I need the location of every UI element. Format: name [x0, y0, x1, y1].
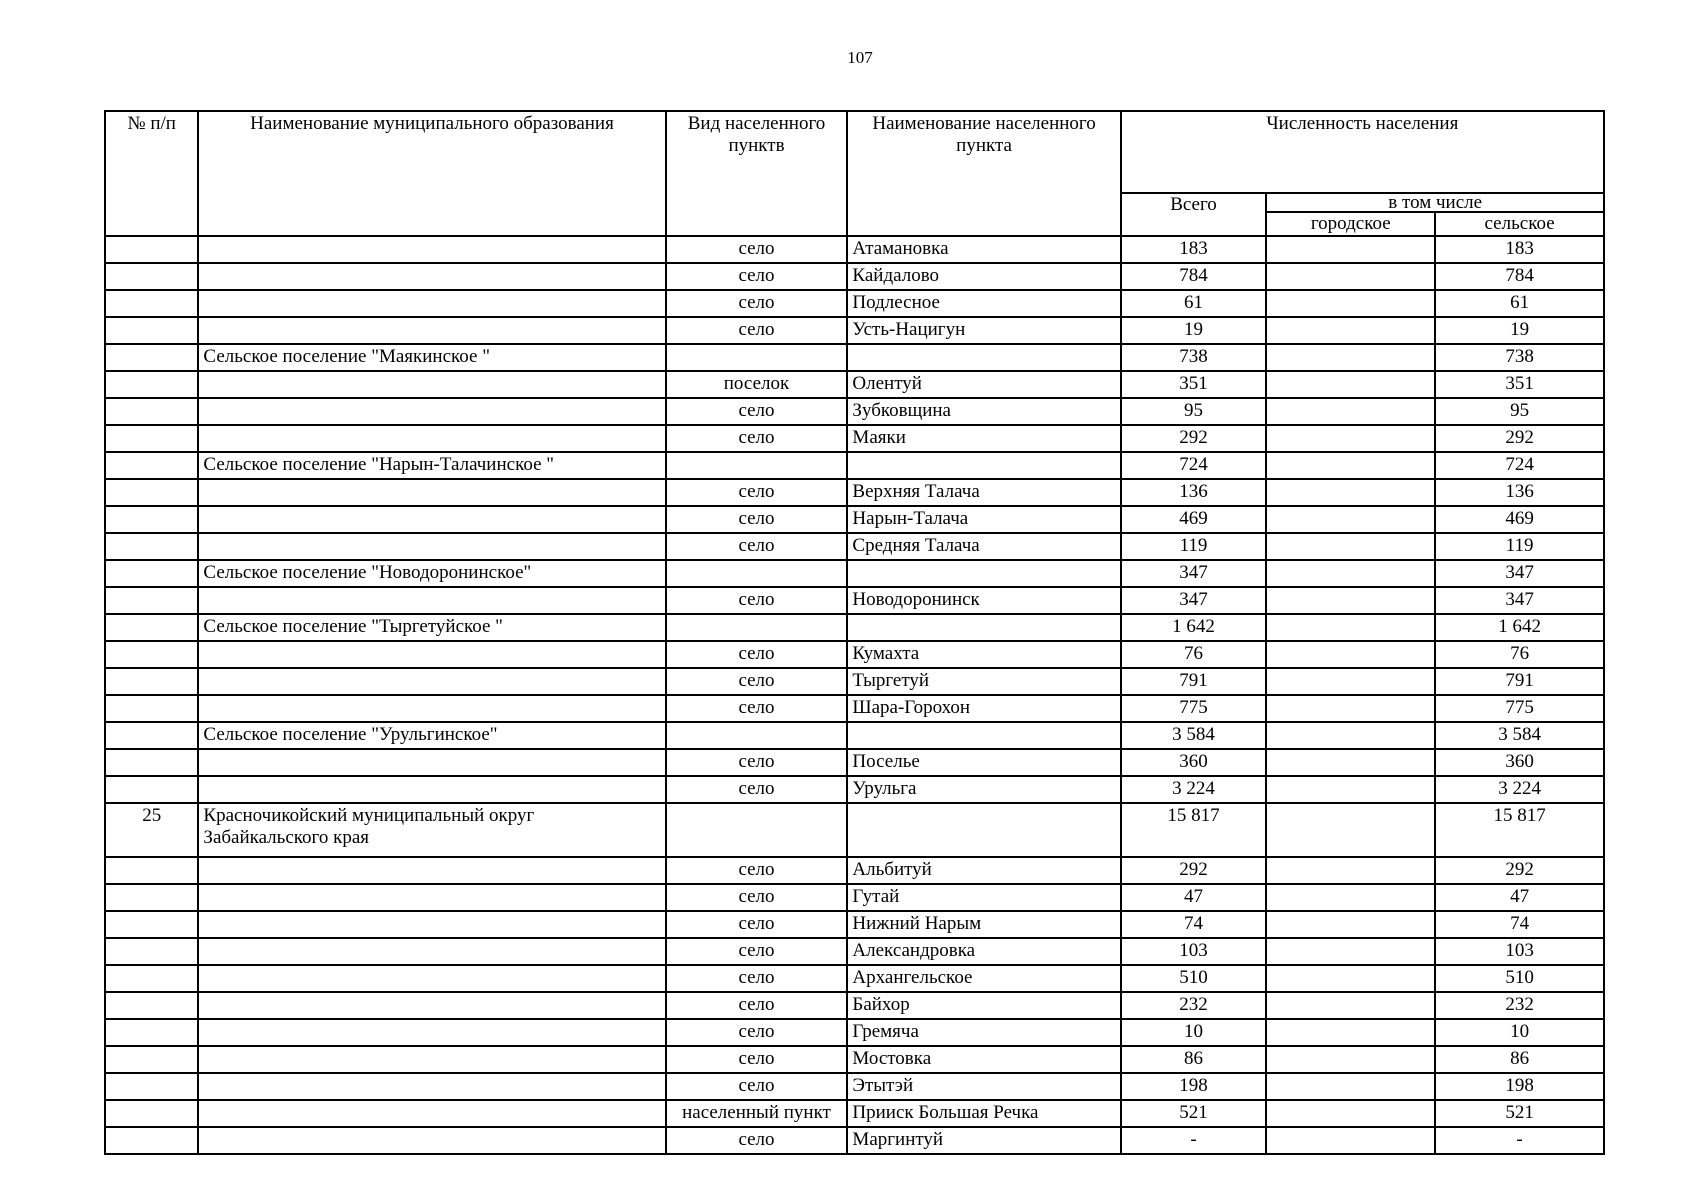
cell-settlement-type: [666, 560, 848, 587]
cell-settlement-type: село: [666, 884, 848, 911]
cell-settlement-name: [847, 803, 1120, 857]
cell-settlement-name: Поселье: [847, 749, 1120, 776]
table-row: [105, 1127, 1604, 1154]
table-row: [105, 398, 1604, 425]
cell-rural: 76: [1435, 641, 1604, 668]
cell-total: 103: [1121, 938, 1267, 965]
cell-settlement-type: село: [666, 668, 848, 695]
cell-settlement-type: населенный пункт: [666, 1100, 848, 1127]
cell-settlement-type: село: [666, 1046, 848, 1073]
cell-rural: 95: [1435, 398, 1604, 425]
cell-rural: 74: [1435, 911, 1604, 938]
cell-settlement-name: Шара-Горохон: [847, 695, 1120, 722]
cell-urban: [1266, 1100, 1435, 1127]
cell-rural: 3 584: [1435, 722, 1604, 749]
cell-total: 351: [1121, 371, 1267, 398]
page-number: 107: [847, 48, 873, 67]
cell-urban: [1266, 614, 1435, 641]
cell-settlement-type: село: [666, 695, 848, 722]
cell-num: [105, 1073, 198, 1100]
header-settlement-name: Наименование населенного пункта: [847, 111, 1120, 236]
cell-settlement-type: [666, 722, 848, 749]
cell-rural: 15 817: [1435, 803, 1604, 857]
table-row: [105, 965, 1604, 992]
cell-urban: [1266, 371, 1435, 398]
cell-settlement-type: село: [666, 290, 848, 317]
cell-urban: [1266, 884, 1435, 911]
cell-settlement-name: Гремяча: [847, 1019, 1120, 1046]
cell-total: 232: [1121, 992, 1267, 1019]
cell-settlement-type: село: [666, 236, 848, 263]
cell-num: [105, 695, 198, 722]
cell-total: 198: [1121, 1073, 1267, 1100]
cell-municipality: [198, 938, 665, 965]
cell-settlement-type: село: [666, 263, 848, 290]
cell-num: [105, 452, 198, 479]
table-row: [105, 1046, 1604, 1073]
cell-settlement-name: Новодоронинск: [847, 587, 1120, 614]
table-row: [105, 641, 1604, 668]
header-num: № п/п: [105, 111, 198, 236]
cell-total: 791: [1121, 668, 1267, 695]
cell-settlement-type: село: [666, 587, 848, 614]
cell-rural: 19: [1435, 317, 1604, 344]
cell-total: 3 224: [1121, 776, 1267, 803]
cell-urban: [1266, 1019, 1435, 1046]
cell-num: [105, 1100, 198, 1127]
table-row: [105, 749, 1604, 776]
cell-num: [105, 1046, 198, 1073]
cell-num: [105, 911, 198, 938]
cell-rural: 103: [1435, 938, 1604, 965]
cell-settlement-name: Маяки: [847, 425, 1120, 452]
cell-municipality: [198, 884, 665, 911]
cell-num: [105, 641, 198, 668]
cell-num: [105, 992, 198, 1019]
cell-urban: [1266, 938, 1435, 965]
cell-num: 25: [105, 803, 198, 857]
cell-rural: 351: [1435, 371, 1604, 398]
cell-total: 119: [1121, 533, 1267, 560]
cell-total: 136: [1121, 479, 1267, 506]
cell-total: 510: [1121, 965, 1267, 992]
cell-rural: 510: [1435, 965, 1604, 992]
cell-settlement-type: село: [666, 479, 848, 506]
cell-num: [105, 857, 198, 884]
cell-settlement-type: село: [666, 938, 848, 965]
table-row: [105, 938, 1604, 965]
cell-total: 15 817: [1121, 803, 1267, 857]
table-row: [105, 560, 1604, 587]
cell-num: [105, 425, 198, 452]
cell-total: 347: [1121, 587, 1267, 614]
cell-settlement-type: село: [666, 641, 848, 668]
cell-urban: [1266, 749, 1435, 776]
cell-settlement-type: село: [666, 1073, 848, 1100]
cell-municipality: Сельское поселение "Маякинское ": [198, 344, 665, 371]
cell-settlement-type: село: [666, 506, 848, 533]
cell-urban: [1266, 992, 1435, 1019]
population-table: [104, 110, 1605, 1155]
cell-urban: [1266, 911, 1435, 938]
cell-settlement-type: село: [666, 911, 848, 938]
header-including: в том числе: [1266, 193, 1604, 212]
cell-settlement-type: село: [666, 776, 848, 803]
cell-total: -: [1121, 1127, 1267, 1154]
cell-urban: [1266, 344, 1435, 371]
cell-total: 86: [1121, 1046, 1267, 1073]
cell-total: 74: [1121, 911, 1267, 938]
cell-settlement-name: Кумахта: [847, 641, 1120, 668]
cell-municipality: [198, 398, 665, 425]
cell-settlement-name: Атамановка: [847, 236, 1120, 263]
header-rural: сельское: [1435, 212, 1604, 236]
cell-rural: 775: [1435, 695, 1604, 722]
cell-settlement-name: Верхняя Талача: [847, 479, 1120, 506]
cell-total: 10: [1121, 1019, 1267, 1046]
cell-municipality: [198, 236, 665, 263]
cell-settlement-type: поселок: [666, 371, 848, 398]
cell-total: 3 584: [1121, 722, 1267, 749]
cell-rural: 292: [1435, 857, 1604, 884]
cell-rural: 136: [1435, 479, 1604, 506]
cell-rural: 791: [1435, 668, 1604, 695]
table-row: [105, 695, 1604, 722]
cell-urban: [1266, 803, 1435, 857]
cell-num: [105, 1019, 198, 1046]
cell-settlement-type: село: [666, 398, 848, 425]
cell-urban: [1266, 236, 1435, 263]
cell-rural: 784: [1435, 263, 1604, 290]
table-row: [105, 776, 1604, 803]
cell-municipality: [198, 506, 665, 533]
header-urban: городское: [1266, 212, 1435, 236]
cell-total: 784: [1121, 263, 1267, 290]
cell-settlement-name: Тыргетуй: [847, 668, 1120, 695]
cell-total: 47: [1121, 884, 1267, 911]
cell-municipality: [198, 1127, 665, 1154]
table-row: [105, 614, 1604, 641]
table-row: [105, 371, 1604, 398]
header-settlement-type: Вид населенного пунктв: [666, 111, 848, 236]
cell-settlement-name: Средняя Талача: [847, 533, 1120, 560]
cell-num: [105, 722, 198, 749]
cell-municipality: [198, 479, 665, 506]
cell-total: 724: [1121, 452, 1267, 479]
cell-municipality: [198, 1019, 665, 1046]
cell-municipality: [198, 911, 665, 938]
cell-settlement-name: Этытэй: [847, 1073, 1120, 1100]
cell-num: [105, 1127, 198, 1154]
cell-num: [105, 668, 198, 695]
cell-num: [105, 884, 198, 911]
cell-municipality: [198, 1100, 665, 1127]
cell-settlement-type: село: [666, 965, 848, 992]
cell-settlement-name: Александровка: [847, 938, 1120, 965]
table-row: [105, 668, 1604, 695]
cell-total: 292: [1121, 857, 1267, 884]
cell-total: 1 642: [1121, 614, 1267, 641]
cell-urban: [1266, 965, 1435, 992]
cell-total: 521: [1121, 1100, 1267, 1127]
table-row: [105, 857, 1604, 884]
cell-urban: [1266, 317, 1435, 344]
cell-num: [105, 398, 198, 425]
table-row: [105, 317, 1604, 344]
cell-num: [105, 263, 198, 290]
cell-settlement-name: Альбитуй: [847, 857, 1120, 884]
cell-total: 183: [1121, 236, 1267, 263]
cell-urban: [1266, 668, 1435, 695]
cell-urban: [1266, 533, 1435, 560]
cell-municipality: [198, 749, 665, 776]
cell-settlement-name: [847, 452, 1120, 479]
cell-municipality: [198, 371, 665, 398]
cell-municipality: Сельское поселение "Нарын-Талачинское ": [198, 452, 665, 479]
cell-rural: 10: [1435, 1019, 1604, 1046]
cell-num: [105, 560, 198, 587]
cell-settlement-name: Байхор: [847, 992, 1120, 1019]
cell-municipality: [198, 1073, 665, 1100]
cell-num: [105, 938, 198, 965]
cell-num: [105, 614, 198, 641]
cell-urban: [1266, 560, 1435, 587]
cell-rural: 1 642: [1435, 614, 1604, 641]
cell-municipality: [198, 695, 665, 722]
header-total: Всего: [1121, 193, 1267, 236]
cell-urban: [1266, 425, 1435, 452]
cell-urban: [1266, 776, 1435, 803]
cell-urban: [1266, 1127, 1435, 1154]
cell-municipality: [198, 992, 665, 1019]
table-row: [105, 1073, 1604, 1100]
cell-settlement-type: село: [666, 857, 848, 884]
table-row: [105, 290, 1604, 317]
cell-rural: -: [1435, 1127, 1604, 1154]
cell-urban: [1266, 1046, 1435, 1073]
cell-num: [105, 965, 198, 992]
cell-settlement-name: Олентуй: [847, 371, 1120, 398]
table-row: [105, 533, 1604, 560]
table-row: [105, 236, 1604, 263]
cell-total: 292: [1121, 425, 1267, 452]
cell-settlement-name: Гутай: [847, 884, 1120, 911]
cell-settlement-name: Зубковщина: [847, 398, 1120, 425]
cell-total: 61: [1121, 290, 1267, 317]
table-row: [105, 992, 1604, 1019]
cell-settlement-type: село: [666, 992, 848, 1019]
cell-urban: [1266, 479, 1435, 506]
cell-settlement-name: [847, 344, 1120, 371]
cell-num: [105, 371, 198, 398]
cell-rural: 521: [1435, 1100, 1604, 1127]
cell-settlement-name: Усть-Нацигун: [847, 317, 1120, 344]
cell-total: 775: [1121, 695, 1267, 722]
cell-settlement-name: Прииск Большая Речка: [847, 1100, 1120, 1127]
cell-urban: [1266, 1073, 1435, 1100]
header-population: Численность населения: [1121, 111, 1604, 193]
cell-settlement-name: Архангельское: [847, 965, 1120, 992]
cell-settlement-name: Нижний Нарым: [847, 911, 1120, 938]
table-row: [105, 587, 1604, 614]
table-row: [105, 506, 1604, 533]
cell-urban: [1266, 857, 1435, 884]
cell-settlement-type: село: [666, 1019, 848, 1046]
cell-rural: 3 224: [1435, 776, 1604, 803]
cell-settlement-name: Кайдалово: [847, 263, 1120, 290]
cell-num: [105, 749, 198, 776]
cell-municipality: Сельское поселение "Тыргетуйское ": [198, 614, 665, 641]
cell-urban: [1266, 587, 1435, 614]
cell-settlement-name: Нарын-Талача: [847, 506, 1120, 533]
cell-municipality: [198, 857, 665, 884]
table-body: [105, 236, 1604, 1154]
table-row: [105, 425, 1604, 452]
cell-settlement-name: [847, 614, 1120, 641]
cell-municipality: [198, 587, 665, 614]
cell-rural: 232: [1435, 992, 1604, 1019]
table-row: [105, 452, 1604, 479]
cell-rural: 724: [1435, 452, 1604, 479]
cell-settlement-name: Мостовка: [847, 1046, 1120, 1073]
cell-rural: 61: [1435, 290, 1604, 317]
cell-total: 738: [1121, 344, 1267, 371]
cell-settlement-type: село: [666, 533, 848, 560]
cell-num: [105, 506, 198, 533]
cell-total: 19: [1121, 317, 1267, 344]
cell-settlement-name: Урульга: [847, 776, 1120, 803]
cell-settlement-type: [666, 803, 848, 857]
cell-municipality: [198, 317, 665, 344]
table-row: [105, 263, 1604, 290]
cell-municipality: [198, 290, 665, 317]
cell-urban: [1266, 452, 1435, 479]
cell-rural: 198: [1435, 1073, 1604, 1100]
cell-num: [105, 479, 198, 506]
cell-total: 95: [1121, 398, 1267, 425]
cell-urban: [1266, 695, 1435, 722]
cell-total: 360: [1121, 749, 1267, 776]
cell-settlement-type: [666, 344, 848, 371]
cell-municipality: [198, 776, 665, 803]
cell-num: [105, 776, 198, 803]
cell-total: 347: [1121, 560, 1267, 587]
table-row: [105, 479, 1604, 506]
cell-num: [105, 533, 198, 560]
cell-municipality: [198, 668, 665, 695]
cell-rural: 738: [1435, 344, 1604, 371]
table-row: [105, 344, 1604, 371]
cell-settlement-type: село: [666, 317, 848, 344]
cell-total: 469: [1121, 506, 1267, 533]
cell-num: [105, 236, 198, 263]
cell-rural: 347: [1435, 587, 1604, 614]
table-row: [105, 1019, 1604, 1046]
cell-settlement-name: [847, 560, 1120, 587]
cell-urban: [1266, 722, 1435, 749]
table-row: [105, 884, 1604, 911]
cell-num: [105, 587, 198, 614]
cell-municipality: [198, 641, 665, 668]
cell-rural: 347: [1435, 560, 1604, 587]
cell-urban: [1266, 398, 1435, 425]
table-row: [105, 1100, 1604, 1127]
table-row: [105, 722, 1604, 749]
table-row: [105, 803, 1604, 857]
cell-urban: [1266, 506, 1435, 533]
table-row: [105, 911, 1604, 938]
cell-urban: [1266, 263, 1435, 290]
cell-urban: [1266, 641, 1435, 668]
header-municipality: Наименование муниципального образования: [198, 111, 665, 236]
cell-settlement-name: Подлесное: [847, 290, 1120, 317]
cell-municipality: Сельское поселение "Новодоронинское": [198, 560, 665, 587]
cell-num: [105, 344, 198, 371]
cell-num: [105, 290, 198, 317]
cell-settlement-type: [666, 614, 848, 641]
cell-rural: 183: [1435, 236, 1604, 263]
cell-settlement-type: село: [666, 1127, 848, 1154]
cell-settlement-name: Маргинтуй: [847, 1127, 1120, 1154]
cell-rural: 86: [1435, 1046, 1604, 1073]
cell-rural: 292: [1435, 425, 1604, 452]
cell-settlement-type: село: [666, 749, 848, 776]
cell-rural: 119: [1435, 533, 1604, 560]
cell-num: [105, 317, 198, 344]
cell-settlement-name: [847, 722, 1120, 749]
cell-municipality: Сельское поселение "Урульгинское": [198, 722, 665, 749]
cell-rural: 47: [1435, 884, 1604, 911]
cell-municipality: [198, 533, 665, 560]
cell-municipality: [198, 1046, 665, 1073]
cell-rural: 469: [1435, 506, 1604, 533]
cell-municipality: [198, 263, 665, 290]
cell-rural: 360: [1435, 749, 1604, 776]
cell-municipality: [198, 425, 665, 452]
cell-urban: [1266, 290, 1435, 317]
cell-settlement-type: [666, 452, 848, 479]
cell-municipality: [198, 965, 665, 992]
cell-total: 76: [1121, 641, 1267, 668]
cell-settlement-type: село: [666, 425, 848, 452]
cell-municipality: Красночикойский муниципальный округ Забайкальского края: [198, 803, 665, 857]
